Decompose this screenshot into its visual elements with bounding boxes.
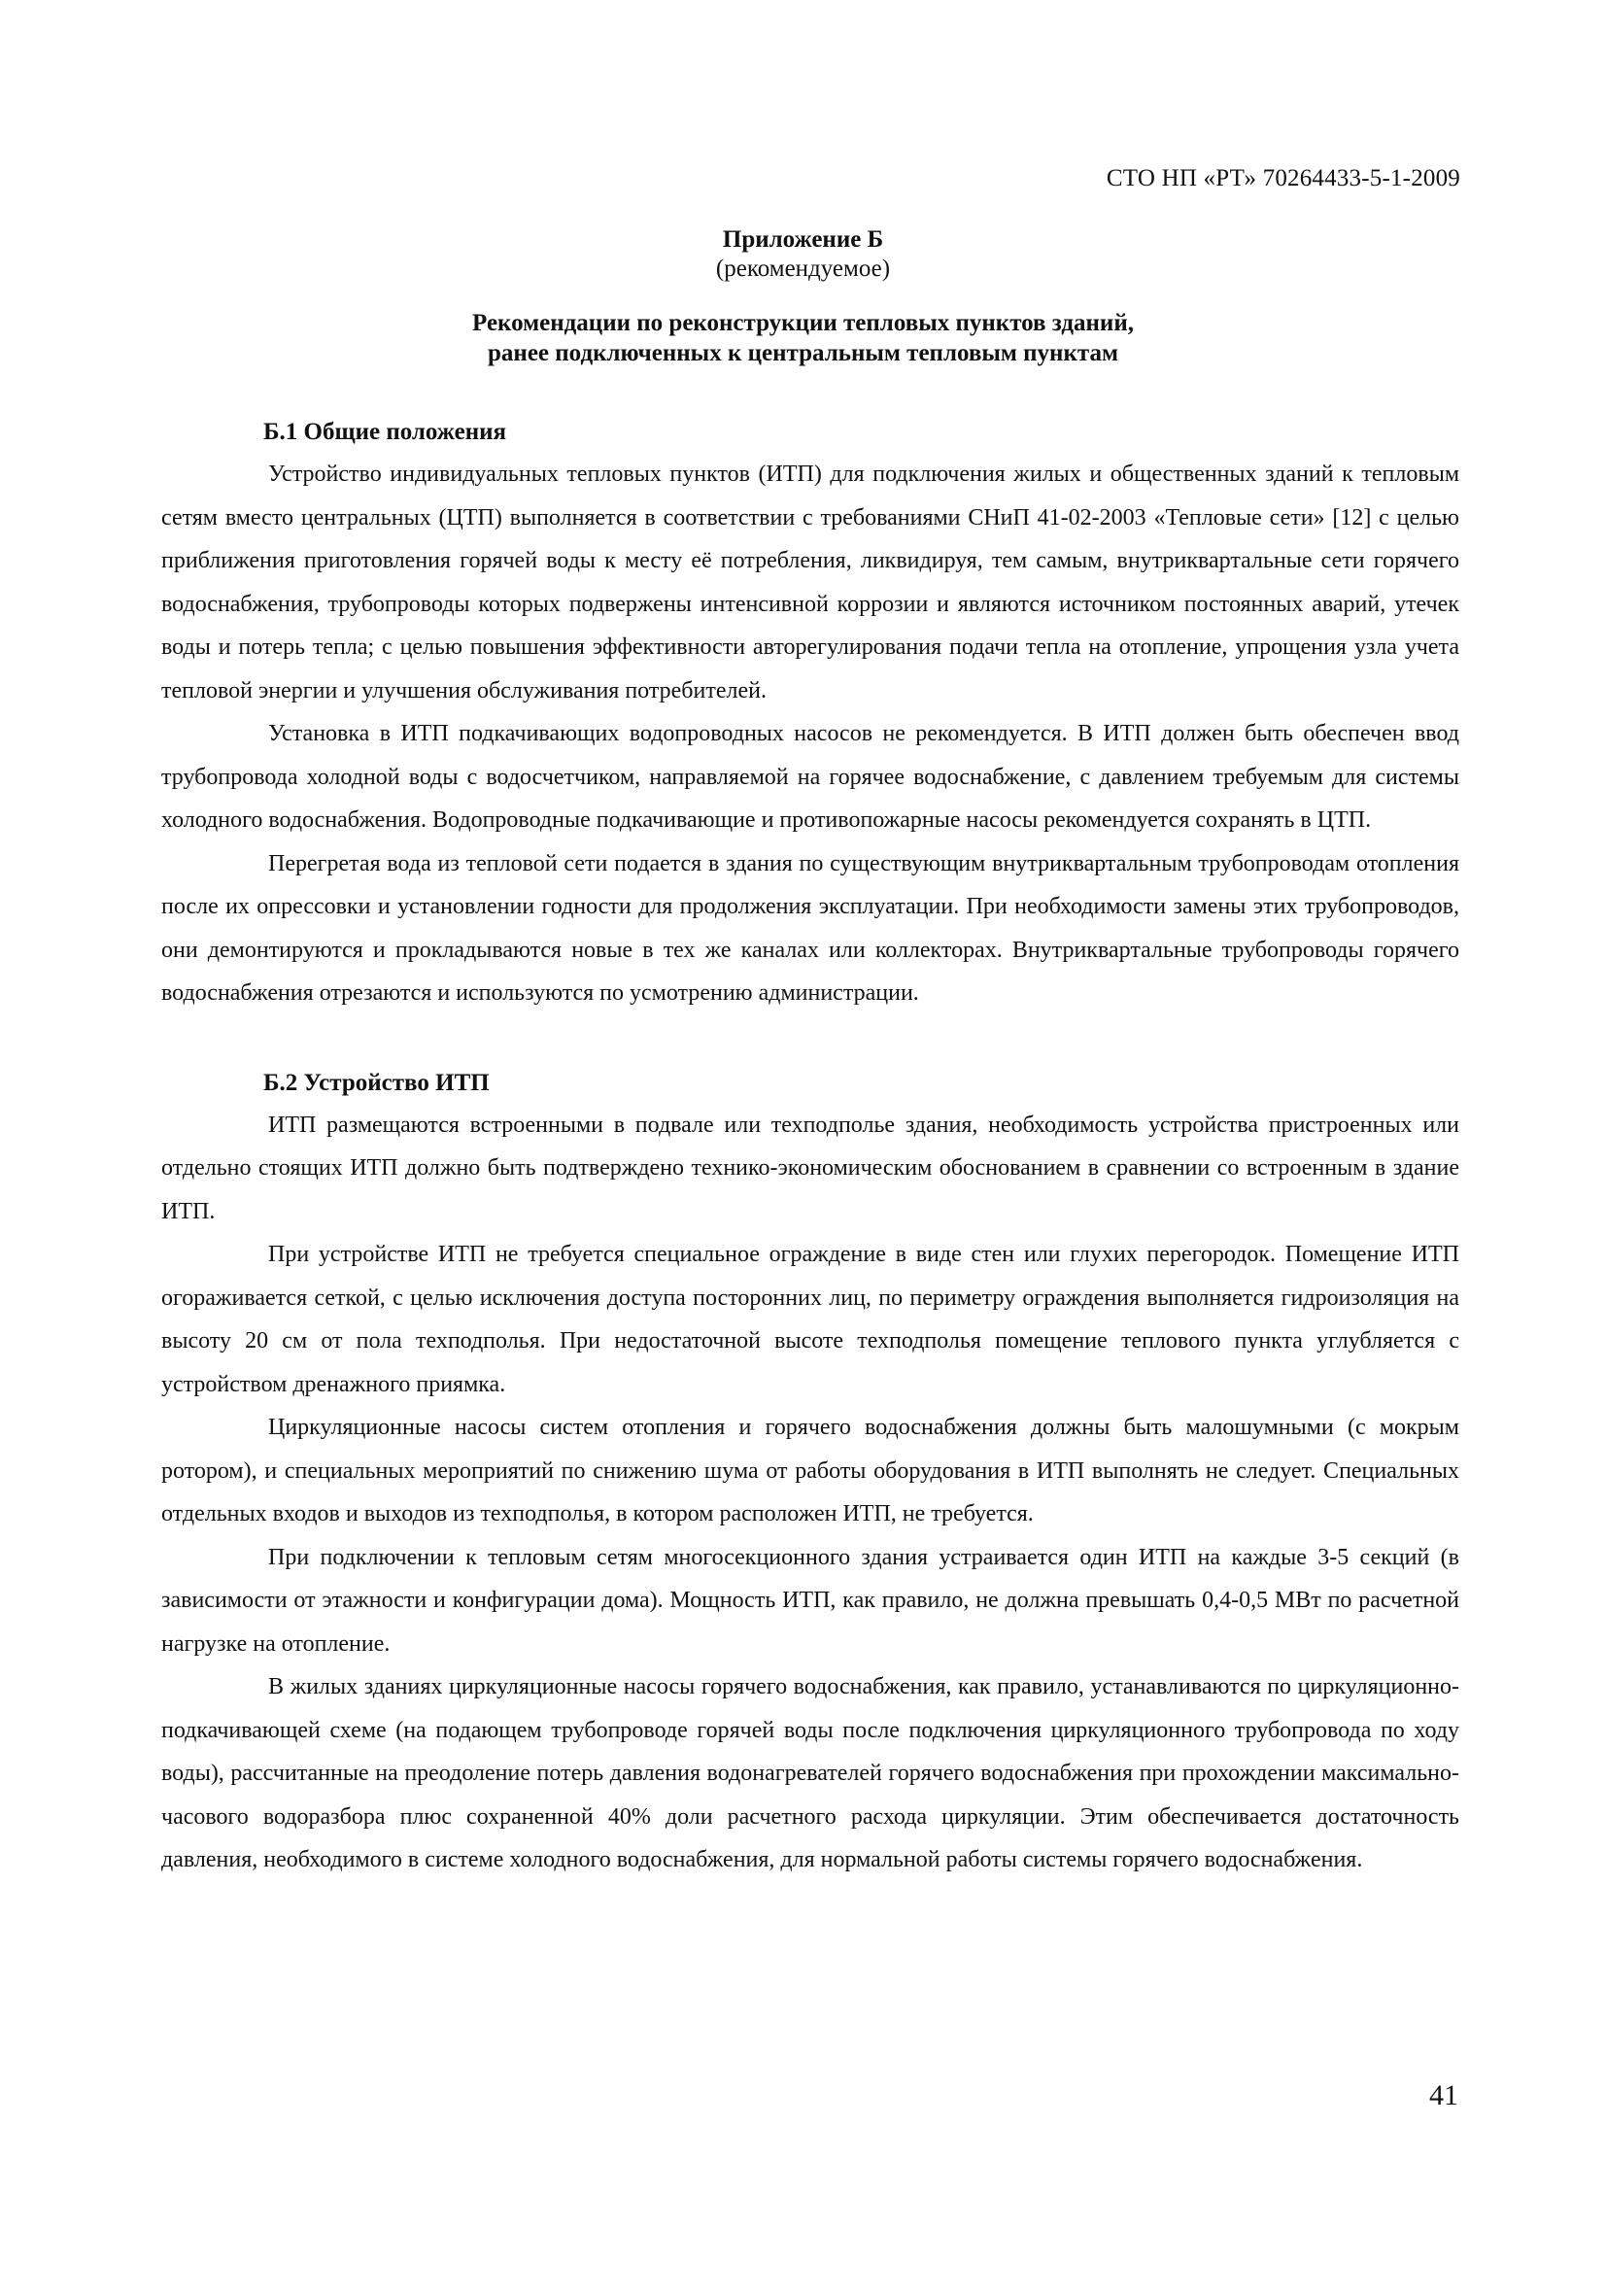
appendix-subtitle: (рекомендуемое)	[715, 256, 891, 282]
paragraph: Циркуляционные насосы систем отопления и горячего водоснабжения должны быть малошумными (с мокрым ротором), и специальных мероприятий по снижению шума от работы оборудования в ИТП выполнять не следует. Специальных отдельных входов и выходов из техподполья, в котором расположен ИТП, не требуется.	[161, 1415, 1459, 1526]
paragraph: Установка в ИТП подкачивающих водопроводных насосов не рекомендуется. В ИТП должен быть обеспечен ввод трубопровода холодной воды с водосчетчиком, направляемой на горячее водоснабжение, с давлением требуемым для системы холодного водоснабжения. Водопроводные подкачивающие и противопожарные насосы рекомендуется сохранять в ЦТП.	[161, 721, 1459, 833]
appendix-title: Приложение Б	[722, 226, 884, 253]
page-number: 41	[1429, 2079, 1458, 2111]
paragraph: В жилых зданиях циркуляционные насосы горячего водоснабжения, как правило, устанавливаются по циркуляционно-подкачивающей схеме (на подающем трубопроводе горячей воды после подключения циркуляционного трубопровода по ходу воды), рассчитанные на преодоление потерь давления водонагревателей горячего водоснабжения при прохождении максимально-часового водоразбора плюс сохраненной 40% доли расчетного расхода циркуляции. Этим обеспечивается достаточность давления, необходимого в системе холодного водоснабжения, для нормальной работы системы горячего водоснабжения.	[161, 1674, 1459, 1872]
document-code: СТО НП «РТ» 70264433-5-1-2009	[1106, 165, 1460, 191]
paragraph: При подключении к тепловым сетям многосекционного здания устраивается один ИТП на каждые 3-5 секций (в зависимости от этажности и конфигурации дома). Мощность ИТП, как правило, не должна превышать 0,4-0,5 МВт по расчетной нагрузке на отопление.	[161, 1544, 1459, 1657]
paragraph: ИТП размещаются встроенными в подвале или техподполье здания, необходимость устройства пристроенных или отдельно стоящих ИТП должно быть подтверждено технико-экономическим обоснованием в сравнении со встроенным в здание ИТП.	[161, 1112, 1459, 1224]
document-title-line-2: ранее подключенных к центральным тепловым пунктам	[488, 340, 1118, 366]
section-heading: Б.1 Общие положения	[263, 419, 507, 445]
paragraph: Устройство индивидуальных тепловых пунктов (ИТП) для подключения жилых и общественных зданий к тепловым сетям вместо центральных (ЦТП) выполняется в соответствии с требованиями СНиП 41-02-2003 «Тепловые сети» [12] с целью приближения приготовления горячей воды к месту её потребления, ликвидируя, тем самым, внутриквартальные сети горячего водоснабжения, трубопроводы которых подвержены интенсивной коррозии и являются источником постоянных аварий, утечек воды и потерь тепла; с целью повышения эффективности авторегулирования подачи тепла на отопление, упрощения узла учета тепловой энергии и улучшения обслуживания потребителей.	[161, 462, 1459, 703]
document-title-line-1: Рекомендации по реконструкции тепловых пунктов зданий,	[472, 310, 1134, 336]
document-body	[161, 411, 1459, 1882]
section-general-provisions	[161, 411, 1459, 1015]
section-itp-arrangement	[161, 1062, 1459, 1882]
appendix-header	[0, 225, 1606, 284]
paragraph: Перегретая вода из тепловой сети подается в здания по существующим внутриквартальным трубопроводам отопления после их опрессовки и установлении годности для продолжения эксплуатации. При необходимости замены этих трубопроводов, они демонтируются и прокладываются новые в тех же каналах или коллекторах. Внутриквартальные трубопроводы горячего водоснабжения отрезаются и используются по усмотрению администрации.	[161, 850, 1459, 1006]
paragraph: При устройстве ИТП не требуется специальное ограждение в виде стен или глухих перегородок. Помещение ИТП огораживается сеткой, с целью исключения доступа посторонних лиц, по периметру ограждения выполняется гидроизоляция на высоту 20 см от пола техподполья. При недостаточной высоте техподполья помещение теплового пункта углубляется с устройством дренажного приямка.	[161, 1242, 1459, 1397]
document-title	[0, 308, 1606, 368]
section-heading: Б.2 Устройство ИТП	[263, 1069, 490, 1096]
